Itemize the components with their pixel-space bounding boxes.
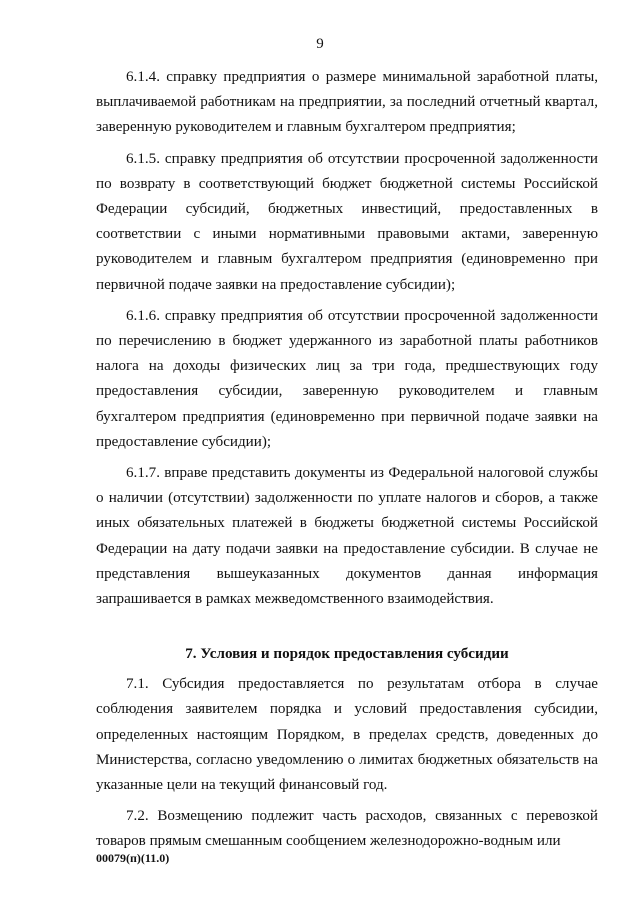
paragraph-6-1-5: 6.1.5. справку предприятия об отсутствии просроченной задолженности по возврату в соответствующий бюджет бюджетной системы Российской Федерации субсидий, бюджетных инвестиций, предоставленных в соответствии с иными нормативными правовыми актами, заверенную руководителем и главным бухгалтером предприятия (единовременно при первичной подаче заявки на предоставление субсидии); [96,150,598,293]
paragraph-6-1-6: 6.1.6. справку предприятия об отсутствии просроченной задолженности по перечислению в бюджет удержанного из заработной платы работников налога на доходы физических лиц за три года, предшествующих году предоставления субсидии, заверенную руководителем и главным бухгалтером предприятия (единовременно при первичной подаче заявки на предоставление субсидии); [96,307,598,450]
section-heading: 7. Условия и порядок предоставления субсидии [185,646,509,663]
document-code: 00079(п)(11.0) [96,851,170,865]
page-number: 9 [316,36,324,52]
paragraph-7-2: 7.2. Возмещению подлежит часть расходов, связанных с перевозкой товаров прямым смешанным сообщением железнодорожно-водным или [96,808,598,850]
document-body [96,65,598,861]
paragraph-6-1-4: 6.1.4. справку предприятия о размере минимальной заработной платы, выплачиваемой работникам на предприятии, за последний отчетный квартал, заверенную руководителем и главным бухгалтером предприятия; [96,69,598,136]
paragraph-6-1-7: 6.1.7. вправе представить документы из Федеральной налоговой службы о наличии (отсутствии) задолженности по уплате налогов и сборов, а также иных обязательных платежей в бюджеты бюджетной системы Российской Федерации на дату подачи заявки на предоставление субсидии. В случае не представления вышеуказанных документов данная информация запрашивается в рамках межведомственного взаимодействия. [96,465,598,608]
paragraph-7-1: 7.1. Субсидия предоставляется по результатам отбора в случае соблюдения заявителем порядка и условий предоставления субсидии, определенных настоящим Порядком, в пределах средств, доведенных до Министерства, согласно уведомлению о лимитах бюджетных обязательств на указанные цели на текущий финансовый год. [96,676,598,794]
